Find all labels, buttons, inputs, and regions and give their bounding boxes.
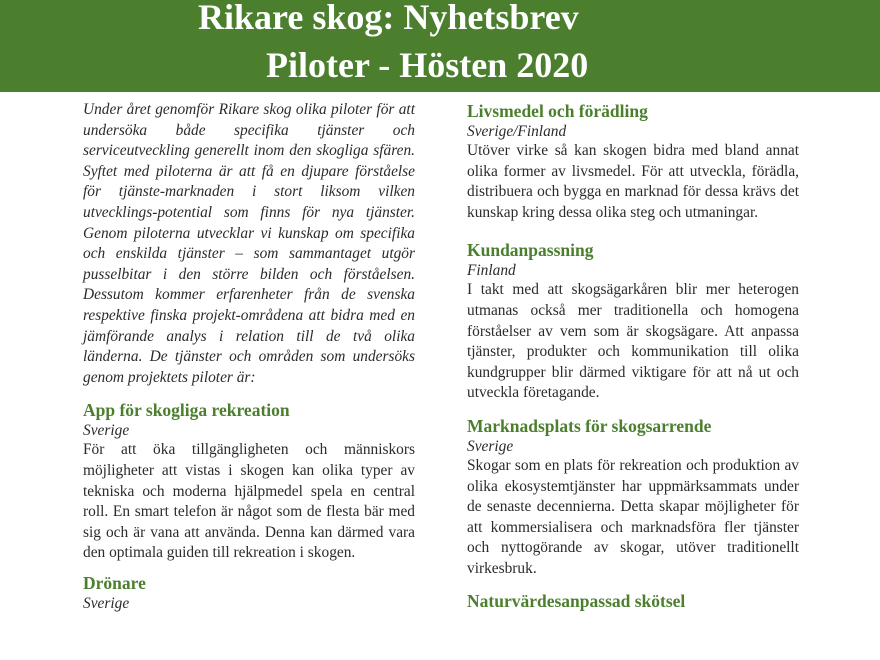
newsletter-title: Rikare skog: Nyhetsbrev	[198, 0, 579, 37]
section-country: Finland	[467, 262, 516, 280]
section-text: I takt med att skogsägarkåren blir mer heterogen utmanas också mer traditionella och homogena förståelser av vem som är skogsägare. Att anpassa tjänster, produkter och kommunikation till olika kundgrupper blir därmed viktigare för att nå ut och utveckla företagande.	[467, 281, 799, 402]
section-country: Sverige	[83, 422, 130, 440]
section-kundanpassning	[467, 239, 799, 404]
section-heading: Kundanpassning	[467, 240, 594, 261]
section-country: Sverige	[467, 437, 514, 455]
section-text: För att öka tillgängligheten och människors möjligheter att vistas i skogen kan olika typer av tekniska och moderna hjälpmedel spela en central roll. En smart telefon är något som de flesta bär med sig och är vana att använda. Denna kan därmed vara den optimala guiden till rekreation i skogen.	[83, 441, 415, 562]
section-heading: Livsmedel och förädling	[467, 101, 648, 121]
section-heading: Marknadsplats för skogsarrende	[467, 415, 712, 436]
section-text: Utöver virke så kan skogen bidra med bland annat olika former av livsmedel. För att utveckla, förädla, distribuera och bygga en marknad för dessa krävs det kunskap kring dessa olika steg och utmaningar.	[467, 142, 799, 221]
section-country: Sverige	[83, 594, 130, 612]
section-text: Skogar som en plats för rekreation och produktion av olika ekosystemtjänster har uppmärksammats under de senaste decennierna. Detta skapar möjligheter för att kommersialisera och marknadsföra fler tjänster och nyttogörande av skogar, utöver traditionellt virkesbruk.	[467, 456, 799, 577]
section-dronare	[83, 572, 415, 613]
section-marknadsplats	[467, 415, 799, 580]
section-app-rekreation	[83, 399, 415, 564]
right-column	[467, 100, 799, 612]
section-heading: App för skogliga rekreation	[83, 400, 290, 421]
intro-paragraph: Under året genomför Rikare skog olika piloter för att undersöka både specifika tjänster och serviceutveckling generellt inom den skogliga sfären. Syftet med piloterna är att få en djupare förståelse för tjänste-marknaden i stort liksom vilken utvecklings-potential som finns för nya tjänster. Genom piloterna utvecklar vi kunskap om specifika och enskilda tjänster – som sammantaget utgör pusselbitar i den större bilden och förståelsen. Dessutom kommer erfarenheter från de svenska respektive finska projekt-områdena att bidra med en jämförande analys i relation till de två olika länderna. De tjänster och områden som undersöks genom projektets piloter är:	[83, 101, 415, 386]
section-heading: Naturvärdesanpassad skötsel	[467, 590, 686, 611]
section-livsmedel	[467, 100, 799, 223]
newsletter-subtitle: Piloter - Hösten 2020	[266, 45, 589, 85]
left-column	[83, 100, 415, 613]
section-heading: Drönare	[83, 572, 146, 593]
section-naturvarde	[467, 590, 799, 612]
header-banner	[0, 0, 880, 92]
section-country: Sverige/Finland	[467, 123, 567, 140]
